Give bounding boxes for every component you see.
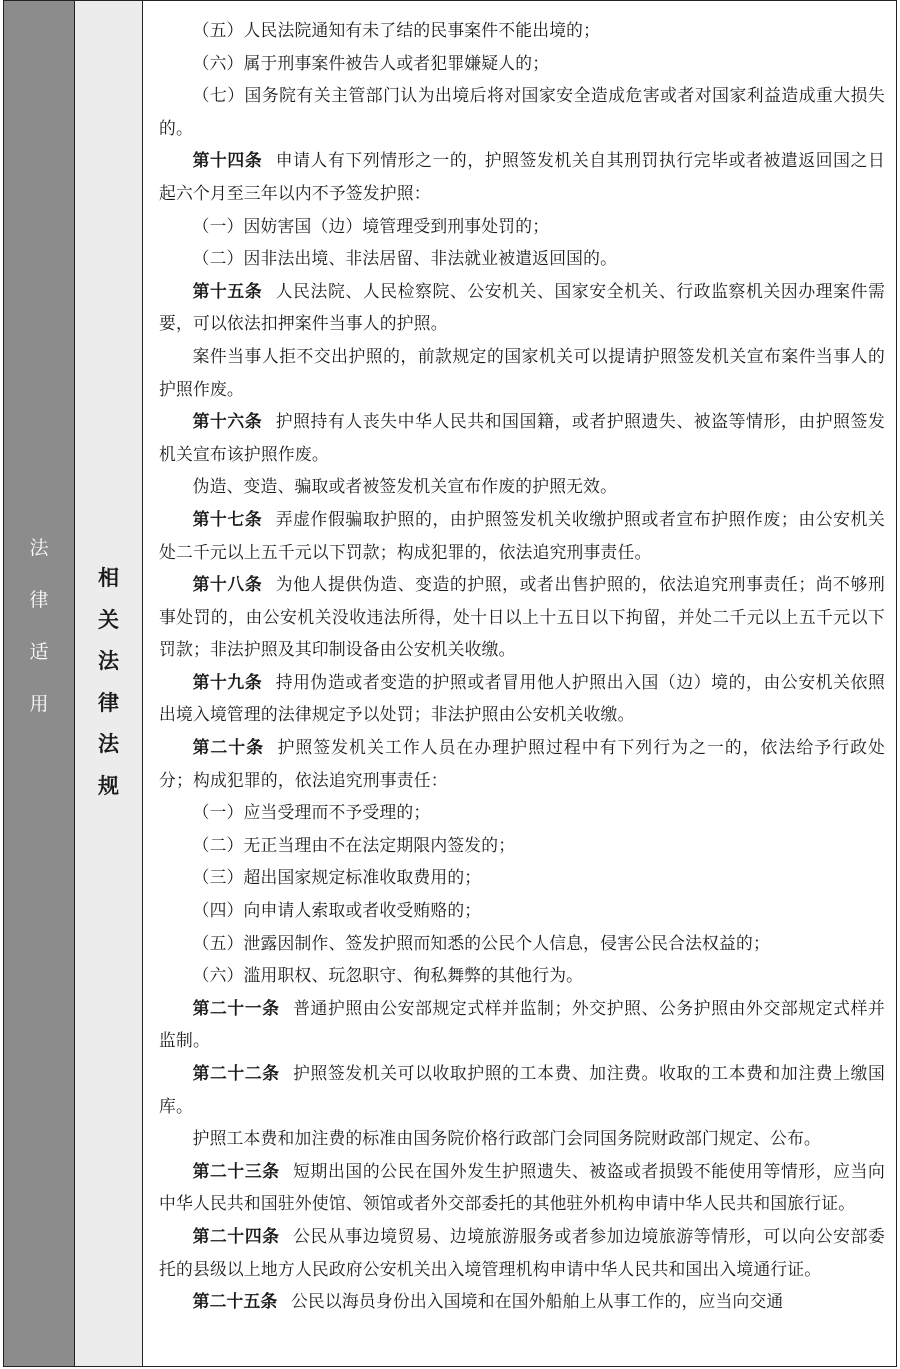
paragraph-text: 公民以海员身份出入国境和在国外船舶上从事工作的，应当向交通 — [290, 1291, 784, 1312]
paragraph — [159, 568, 885, 666]
paragraph-text: 公民从事边境贸易、边境旅游服务或者参加边境旅游等情形，可以向公安部委托的县级以上地方人民政府公安机关出入境管理机构申请中华人民共和国出入境通行证。 — [159, 1225, 885, 1279]
paragraph — [159, 1220, 885, 1285]
paragraph-text: 护照持有人丧失中华人民共和国国籍，或者护照遗失、被盗等情形，由护照签发机关宣布该护照作废。 — [159, 411, 885, 464]
paragraph-text: （六）滥用职权、玩忽职守、徇私舞弊的其他行为。 — [192, 965, 584, 986]
content-column — [143, 1, 896, 1366]
article-number: 第二十一条 — [192, 997, 280, 1018]
category-char: 用 — [29, 693, 49, 715]
article-number: 第十八条 — [192, 574, 263, 595]
paragraph-text: 护照签发机关可以收取护照的工本费、加注费。收取的工本费和加注费上缴国库。 — [159, 1063, 885, 1116]
paragraph-text: （四）向申请人索取或者收受贿赂的； — [192, 900, 482, 921]
article-number: 第十六条 — [192, 411, 263, 432]
category-column — [4, 1, 75, 1366]
paragraph-text: （一）应当受理而不予受理的； — [192, 802, 431, 823]
article-number: 第十九条 — [192, 671, 263, 692]
paragraph — [159, 1285, 885, 1318]
paragraph-text: （五）人民法院通知有未了结的民事案件不能出境的； — [192, 20, 601, 40]
paragraph-text: 伪造、变造、骗取或者被签发机关宣布作废的护照无效。 — [192, 476, 618, 497]
paragraph — [159, 242, 885, 275]
paragraph-text: （二）无正当理由不在法定期限内签发的； — [192, 834, 516, 855]
paragraph — [159, 210, 885, 243]
paragraph-text: （六）属于刑事案件被告人或者犯罪嫌疑人的； — [192, 52, 550, 73]
article-number: 第十七条 — [192, 508, 263, 529]
paragraph — [159, 1122, 885, 1155]
paragraph — [159, 503, 885, 568]
table-frame — [3, 0, 897, 1367]
article-number: 第十五条 — [192, 280, 263, 301]
subcategory-char: 律 — [98, 690, 119, 715]
paragraph — [159, 959, 885, 992]
paragraph-text: 为他人提供伪造、变造的护照，或者出售护照的，依法追究刑事责任；尚不够刑事处罚的，由公安机关没收违法所得，处十日以上十五日以下拘留，并处二千元以上五千元以下罚款；非法护照及其印制设备由公安机关收缴。 — [159, 574, 885, 660]
category-char: 适 — [29, 641, 49, 663]
paragraph-text: 短期出国的公民在国外发生护照遗失、被盗或者损毁不能使用等情形，应当向中华人民共和国驻外使馆、领馆或者外交部委托的其他驻外机构申请中华人民共和国旅行证。 — [159, 1160, 885, 1214]
paragraph — [159, 340, 885, 405]
paragraph-text: （二）因非法出境、非法居留、非法就业被遣返回国的。 — [192, 248, 618, 269]
paragraph — [159, 927, 885, 960]
paragraph — [159, 666, 885, 731]
paragraph — [159, 470, 885, 503]
article-number: 第二十四条 — [192, 1225, 280, 1246]
paragraph — [159, 144, 885, 209]
subcategory-char: 相 — [98, 566, 119, 590]
category-label — [4, 539, 74, 747]
article-number: 第二十条 — [192, 737, 265, 758]
category-char: 律 — [29, 589, 49, 611]
paragraph — [159, 796, 885, 829]
paragraph-text: 普通护照由公安部规定式样并监制；外交护照、公务护照由外交部规定式样并监制。 — [159, 997, 885, 1051]
paragraph — [159, 275, 885, 340]
paragraph — [159, 1155, 885, 1220]
paragraph-text: 申请人有下列情形之一的，护照签发机关自其刑罚执行完毕或者被遣返回国之日起六个月至三年以内不予签发护照： — [159, 150, 885, 203]
paragraph-text: 持用伪造或者变造的护照或者冒用他人护照出入国（边）境的，由公安机关依照出境入境管理的法律规定予以处罚；非法护照由公安机关收缴。 — [159, 671, 885, 725]
paragraph — [159, 829, 885, 862]
subcategory-char: 法 — [98, 649, 119, 673]
subcategory-char: 规 — [98, 773, 119, 798]
paragraph-text: （三）超出国家规定标准收取费用的； — [192, 867, 482, 888]
paragraph — [159, 405, 885, 470]
article-number: 第十四条 — [192, 150, 263, 171]
paragraph — [159, 1057, 885, 1122]
article-number: 第二十五条 — [192, 1291, 278, 1312]
paragraph-text: （七）国务院有关主管部门认为出境后将对国家安全造成危害或者对国家利益造成重大损失的。 — [159, 85, 885, 138]
paragraph — [159, 14, 885, 47]
paragraph-text: 人民法院、人民检察院、公安机关、国家安全机关、行政监察机关因办理案件需要，可以依法扣押案件当事人的护照。 — [159, 280, 885, 334]
paragraph-text: （一）因妨害国（边）境管理受到刑事处罚的； — [192, 215, 550, 236]
category-char: 法 — [29, 537, 49, 559]
paragraph-text: 护照签发机关工作人员在办理护照过程中有下列行为之一的，依法给予行政处分；构成犯罪的，依法追究刑事责任： — [159, 737, 885, 790]
subcategory-char: 关 — [98, 607, 119, 632]
paragraph — [159, 992, 885, 1057]
paragraph — [159, 894, 885, 927]
subcategory-label — [75, 568, 142, 817]
paragraph-text: 案件当事人拒不交出护照的，前款规定的国家机关可以提请护照签发机关宣布案件当事人的护照作废。 — [159, 345, 885, 399]
article-number: 第二十二条 — [192, 1063, 280, 1083]
paragraph — [159, 47, 885, 80]
article-number: 第二十三条 — [192, 1160, 280, 1181]
paragraph — [159, 861, 885, 894]
subcategory-column — [75, 1, 143, 1366]
paragraph — [159, 79, 885, 144]
paragraph — [159, 731, 885, 796]
paragraph-text: 护照工本费和加注费的标准由国务院价格行政部门会同国务院财政部门规定、公布。 — [192, 1128, 821, 1149]
paragraph-text: （五）泄露因制作、签发护照而知悉的公民个人信息，侵害公民合法权益的； — [192, 932, 770, 953]
paragraph-text: 弄虚作假骗取护照的，由护照签发机关收缴护照或者宣布护照作废；由公安机关处二千元以上五千元以下罚款；构成犯罪的，依法追究刑事责任。 — [159, 508, 885, 562]
subcategory-char: 法 — [98, 732, 119, 756]
